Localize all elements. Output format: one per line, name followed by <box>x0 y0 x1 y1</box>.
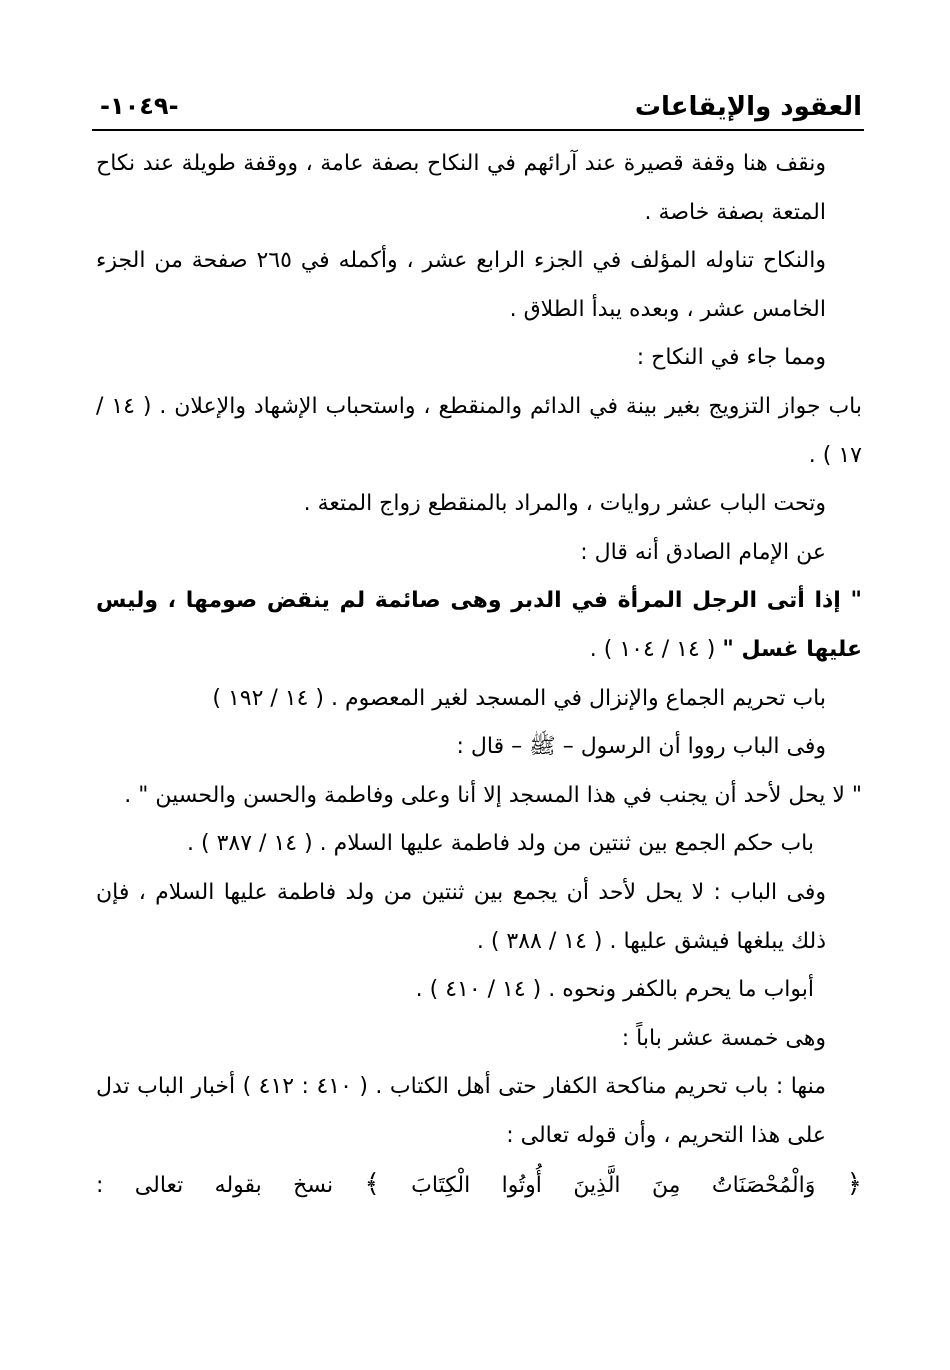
paragraph: وهى خمسة عشر باباً : <box>621 1025 826 1051</box>
page-number: -١٠٤٩- <box>100 92 179 120</box>
paragraph: أبواب ما يحرم بالكفر ونحوه . ( ١٤ / ٤١٠ ) . <box>415 977 814 1003</box>
paragraph: باب تحريم الجماع والإنزال في المسجد لغير المعصوم . ( ١٤ / ١٩٢ ) <box>212 685 826 711</box>
paragraph: باب حكم الجمع بين ثنتين من ولد فاطمة عليها السلام . ( ١٤ / ٣٨٧ ) . <box>187 831 814 857</box>
paragraph: والنكاح تناوله المؤلف في الجزء الرابع عشر ، وأكمله في ٢٦٥ صفحة من الجزء الخامس عشر ، وبعده يبدأ الطلاق . <box>96 248 826 322</box>
verse-continuation: نسخ بقوله تعالى : <box>96 1173 365 1199</box>
paragraph: ونقف هنا وقفة قصيرة عند آرائهم في النكاح بصفة عامة ، ووقفة طويلة عند نكاح المتعة بصفة خاصة . <box>96 151 826 225</box>
body-text <box>96 140 862 1211</box>
paragraph: وفى الباب رووا أن الرسول – ﷺ – قال : <box>456 734 826 760</box>
paragraph: عن الإمام الصادق أنه قال : <box>580 539 826 565</box>
quran-verse-line <box>96 1160 862 1211</box>
ornate-bracket-close: ﴾ <box>364 1169 380 1200</box>
paragraph: وتحت الباب عشر روايات ، والمراد بالمنقطع زواج المتعة . <box>303 491 826 517</box>
hadith-text: " إذا أتى الرجل المرأة في الدبر وهى صائمة لم ينقض صومها ، وليس عليها غسل " <box>96 588 862 662</box>
header-divider <box>92 129 864 131</box>
chapter-title: العقود والإيقاعات <box>634 92 862 122</box>
paragraph: باب جواز التزويج بغير بينة في الدائم والمنقطع ، واستحباب الإشهاد والإعلان . ( ١٤ / ١٧ ) . <box>96 393 863 468</box>
hadith-quote: " لا يحل لأحد أن يجنب في هذا المسجد إلا أنا وعلى وفاطمة والحسن والحسين " . <box>124 782 862 808</box>
running-header <box>96 88 862 128</box>
paragraph: منها : باب تحريم مناكحة الكفار حتى أهل الكتاب . ( ٤١٠ : ٤١٢ ) أخبار الباب تدل على هذا التحريم ، وأن قوله تعالى : <box>96 1074 826 1148</box>
hadith-reference: ( ١٤ / ١٠٤ ) . <box>589 636 723 662</box>
paragraph: ومما جاء في النكاح : <box>636 345 826 371</box>
ornate-bracket-open: ﴿ <box>846 1169 862 1200</box>
hadith-quote <box>96 577 862 674</box>
quran-verse: وَالْمُحْصَنَاتُ مِنَ الَّذِينَ أُوتُوا الْكِتَابَ <box>411 1173 816 1199</box>
paragraph: وفى الباب : لا يحل لأحد أن يجمع بين ثنتين من ولد فاطمة عليها السلام ، فإن ذلك يبلغها فيشق عليها . ( ١٤ / ٣٨٨ ) . <box>96 879 826 954</box>
